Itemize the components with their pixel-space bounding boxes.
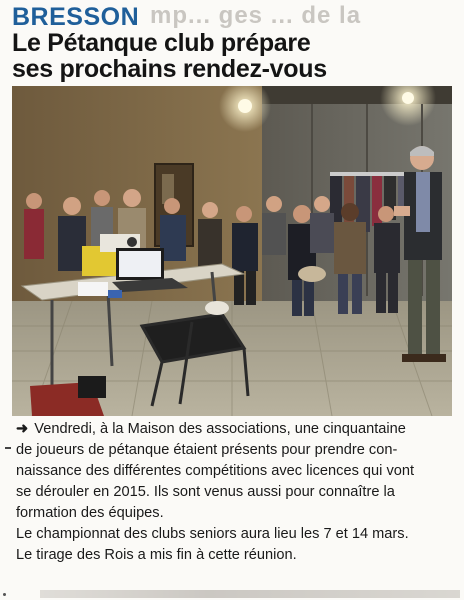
bottom-scan-bar (40, 590, 460, 598)
right-arrow-icon: ➜ (16, 421, 29, 437)
caption-line: Le championnat des clubs seniors aura lieu les 7 et 14 mars. (16, 526, 409, 542)
article-photo (12, 86, 452, 416)
caption-line: Le tirage des Rois a mis fin à cette réunion. (16, 547, 297, 563)
caption-line: de joueurs de pétanque étaient présents pour prendre con- (16, 442, 398, 458)
caption-line: naissance des différentes compétitions avec licences qui vont (16, 463, 415, 479)
headline-line-2: ses prochains rendez-vous (12, 55, 327, 83)
background-ghost-text: mp... ges ... de la (150, 2, 362, 28)
caption-line: se dérouler en 2015. Ils sont venus aussi pour connaître la (16, 484, 395, 500)
caption-line (16, 419, 452, 440)
headline-line-1: Le Pétanque club prépare (12, 29, 311, 57)
caption-line: formation des équipes. (16, 505, 164, 521)
margin-dash (5, 447, 11, 449)
headline (12, 30, 452, 82)
photo-caption (16, 419, 452, 566)
caption-text: Vendredi, à la Maison des associations, une cinquantaine (34, 421, 406, 437)
section-kicker: BRESSON (12, 3, 140, 31)
margin-dot (3, 593, 6, 596)
